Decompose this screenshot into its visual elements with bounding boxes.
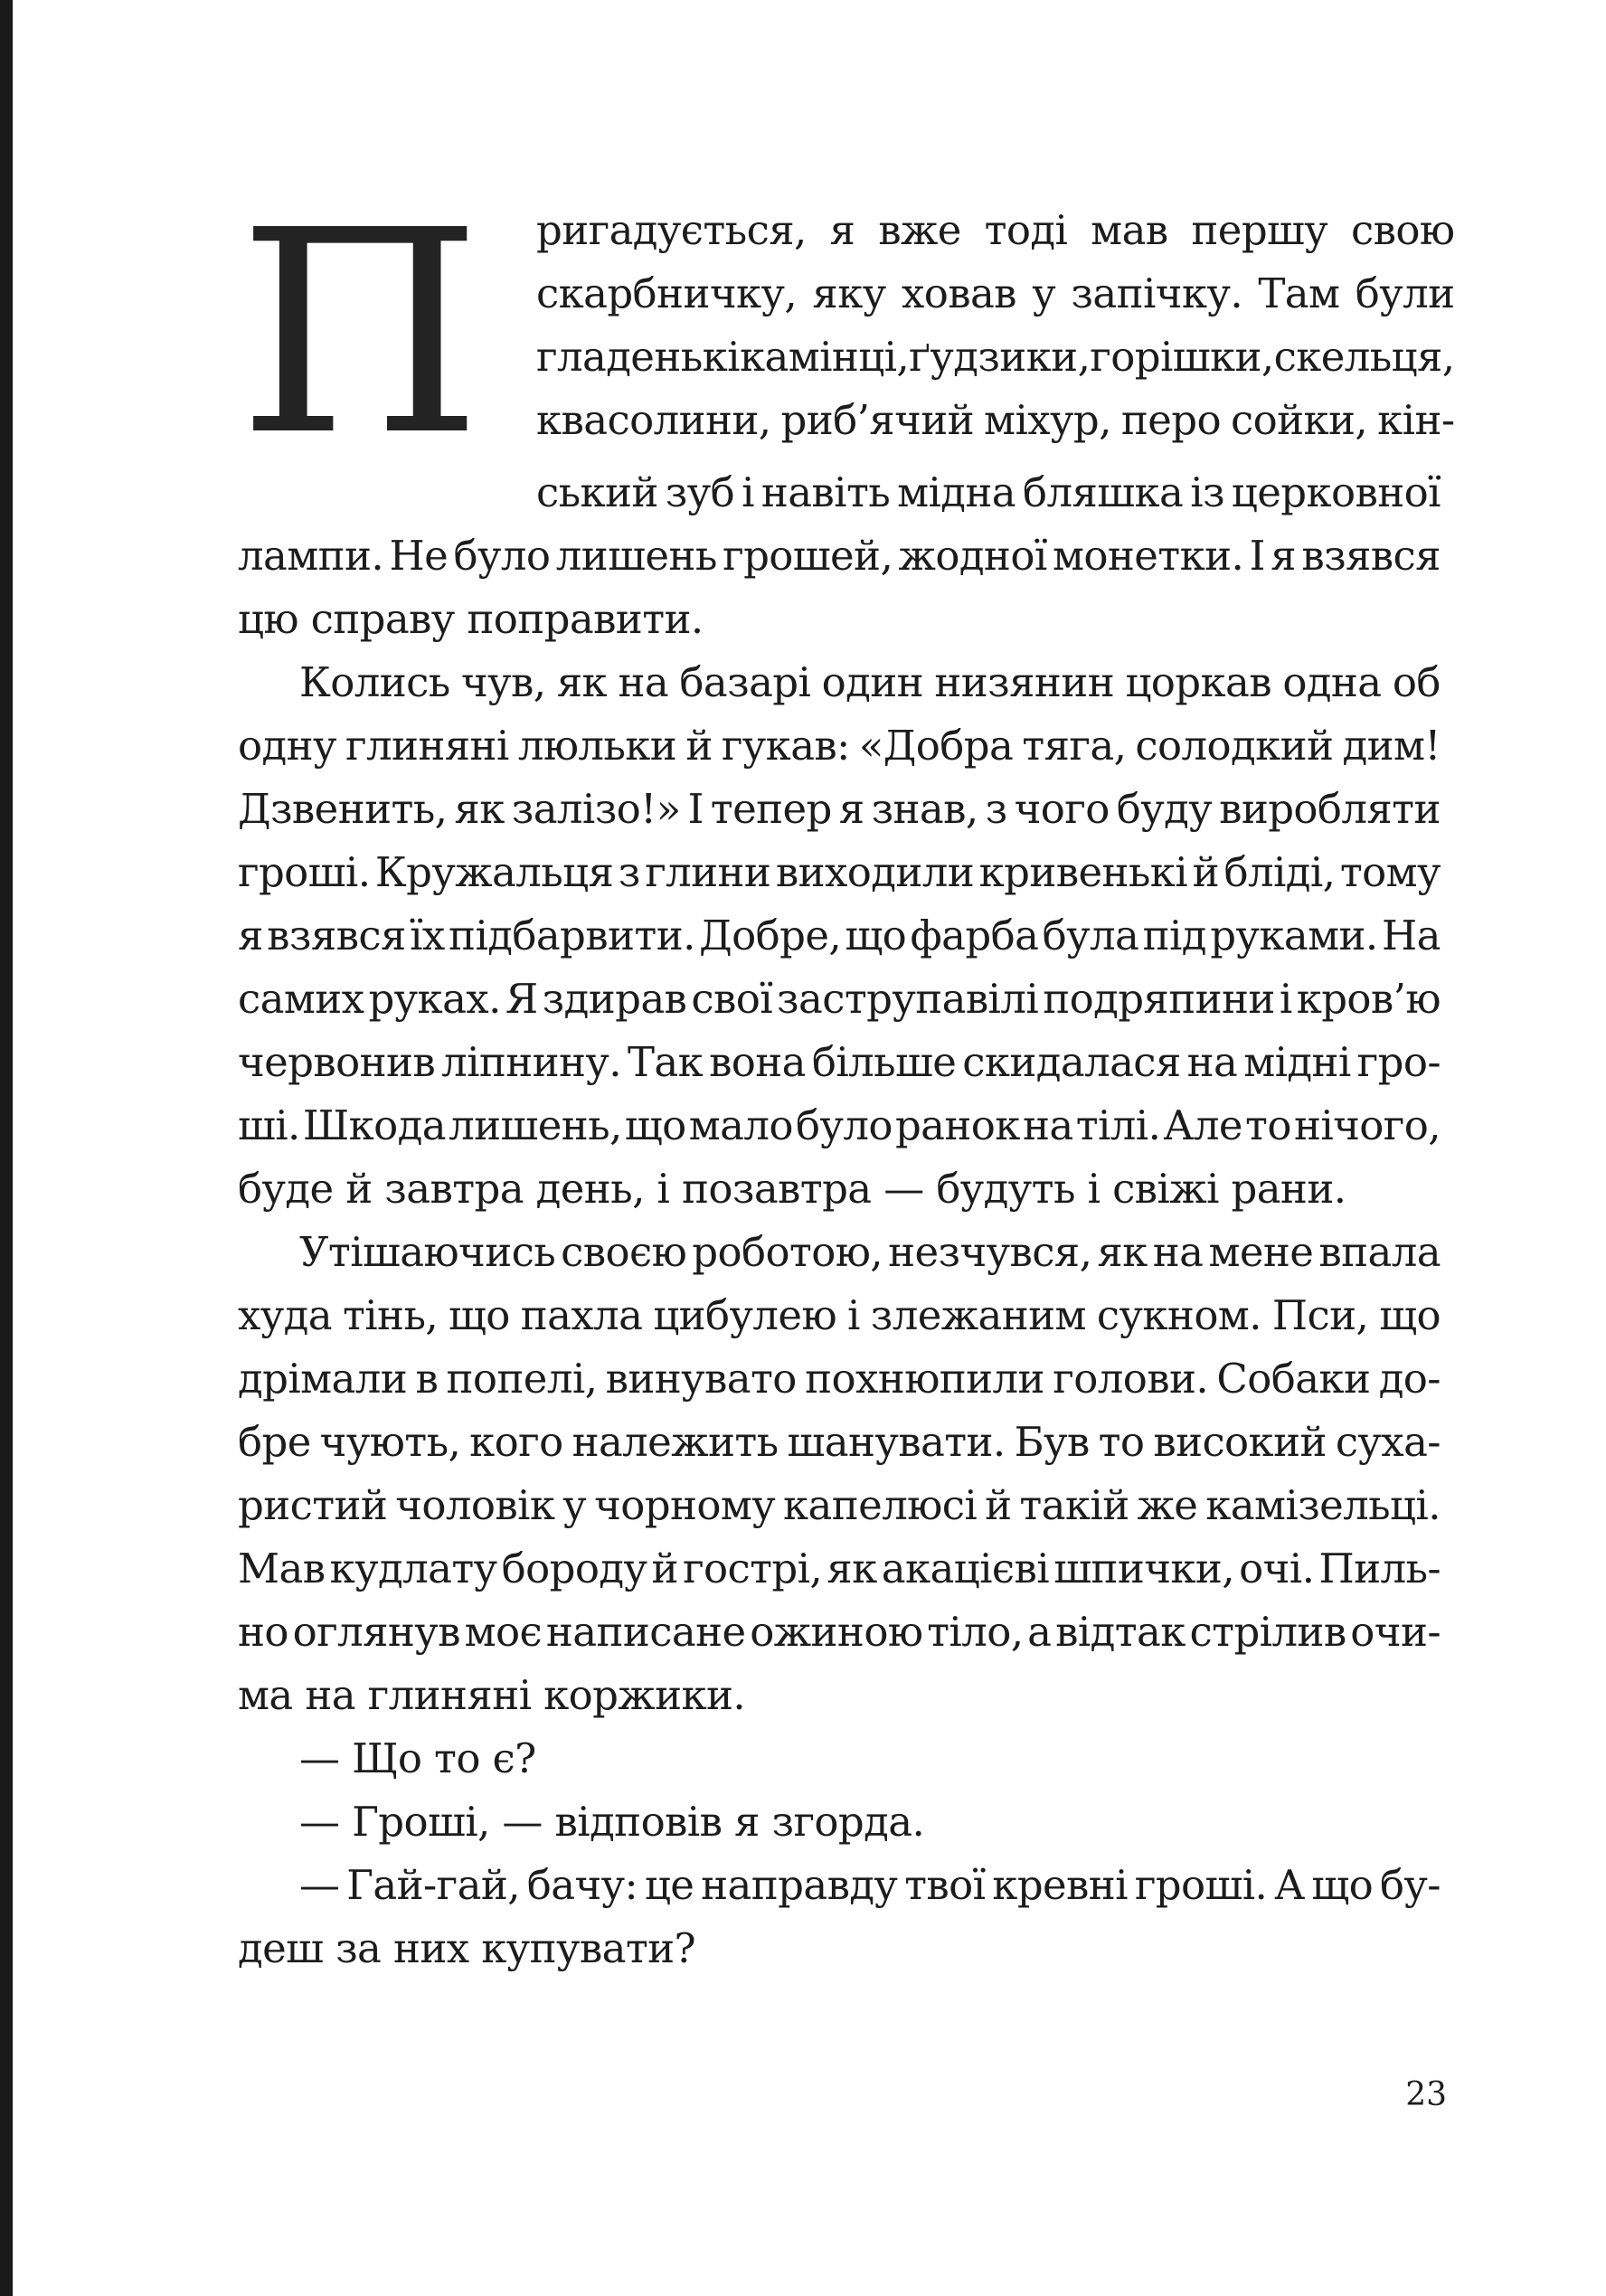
text-line [238,841,1441,904]
word: кривенькі [978,848,1188,896]
word: церковної [1231,468,1441,516]
word: це [644,1861,694,1909]
word: я [838,785,864,833]
word: суха- [1335,1418,1441,1466]
text-line [238,1031,1441,1094]
word: На [1381,912,1441,959]
word: навіть [760,468,891,516]
word: на [1186,1038,1238,1086]
text-line [238,1221,1441,1284]
page-number: 23 [1405,2076,1447,2113]
word: люльки [517,722,677,770]
word: руках. [368,975,501,1023]
word: ригадується, [536,206,807,254]
word: жодної [898,532,1047,580]
word: базарі [679,658,811,706]
word: голови. [1053,1355,1209,1403]
word: шанувати. [787,1418,1006,1466]
word: ранок [894,1101,1020,1149]
word: було [453,532,551,580]
word: капелюсі [783,1481,978,1529]
word: як [827,1545,877,1592]
word: як [454,785,505,833]
drop-cap-wrapped-lines [536,199,1455,452]
word: тіло, [927,1608,1024,1656]
word: одна [1282,658,1382,706]
text-line [238,651,1441,714]
word: І [1249,532,1265,580]
text-line [536,199,1455,262]
word: з [618,848,640,896]
word: очи- [1350,1608,1441,1656]
word: і [1279,975,1292,1023]
word: під [1142,912,1206,959]
word: цибулею [653,1291,837,1339]
word: бляшка [1023,468,1184,516]
word: же [1137,1481,1198,1529]
page-spine-edge [0,0,13,2296]
word: свою [1351,206,1455,254]
word: одну [238,722,336,770]
word: моє [464,1608,543,1656]
word: першу [1191,206,1328,254]
word: що [845,912,907,959]
text-line: ма на глиняні коржики. [238,1671,746,1719]
word: чують, [319,1418,461,1466]
word: я [1271,532,1296,580]
word: лишень, [449,1101,622,1149]
word: й [985,1481,1012,1529]
word: А [1274,1861,1305,1909]
word: мідна [897,468,1016,516]
word: твої [904,1861,986,1909]
text-line [238,1601,1441,1664]
word: бачу: [526,1861,638,1909]
word: низянин [934,658,1115,706]
word: очі. [1239,1545,1315,1592]
text-line [238,904,1441,968]
word: направду [701,1861,898,1909]
text-line [238,1094,1441,1157]
word: відтак [1055,1608,1186,1656]
word: на [1152,1228,1204,1276]
word: запічку. [1071,269,1243,317]
word: тому [1339,848,1441,896]
text-line [238,524,1441,588]
word: стрілив [1189,1608,1346,1656]
word: й [651,1545,678,1592]
word: до- [1378,1355,1441,1403]
word: кін- [1377,396,1455,444]
word: бліді, [1223,848,1336,896]
word: лампи. [238,532,384,580]
word: кого [469,1418,563,1466]
word: «Добра [858,722,1014,770]
word: цоркав [1125,658,1271,706]
word: ський [536,468,658,516]
word: впала [1318,1228,1441,1276]
text-line [238,968,1441,1031]
word: камінці, [739,333,910,381]
word: бре [238,1418,311,1466]
word: оглянув [292,1608,460,1656]
word: тілі. [1075,1101,1161,1149]
word: Я [505,975,538,1023]
word: я [829,206,855,254]
word: дрімали [238,1355,408,1403]
word: Дзвенить, [238,785,448,833]
word: злежаним [870,1291,1086,1339]
word: мене [1208,1228,1314,1276]
word: а [1027,1608,1052,1656]
word: квасолини, [536,396,771,444]
drop-cap-letter: П [238,199,482,461]
word: гро- [1356,1038,1441,1086]
text-line [238,1284,1441,1347]
dialogue-line [238,1854,1441,1917]
word: кров’ю [1296,975,1441,1023]
word: Але [1163,1101,1242,1149]
word: гладенькі [536,333,740,381]
text-line [238,1347,1441,1411]
word: ожиною [750,1608,923,1656]
word: в [415,1355,439,1403]
word: Пси, [1271,1291,1369,1339]
word: вона [709,1038,806,1086]
word: Колись [299,658,450,706]
word: Там [1258,269,1340,317]
word: сойки, [1231,396,1368,444]
word: гроші. [238,848,371,896]
word: їх [410,912,445,959]
word: більше [811,1038,957,1086]
word: но [238,1608,288,1656]
word: і [742,468,754,516]
word: роботою, [692,1228,883,1276]
word: самих [238,975,364,1023]
text-line [238,778,1441,841]
word: на [618,658,669,706]
word: ліпнину. [441,1038,622,1086]
text-line [238,1411,1441,1474]
word: солодкий [1135,722,1334,770]
word: що [449,1291,510,1339]
word: Був [1014,1418,1090,1466]
word: й [1192,848,1219,896]
word: взявся [1301,532,1441,580]
word: здирав [542,975,687,1023]
word: Собаки [1216,1355,1371,1403]
word: як [556,658,608,706]
dialogue-line: — Гроші, — відповів я згорда. [299,1798,925,1846]
word: взявся [267,912,406,959]
word: високий [1153,1418,1327,1466]
word: належить [572,1418,779,1466]
body-text [238,199,1455,1980]
word: Мав [238,1545,326,1592]
word: вже [878,206,961,254]
word: і [847,1291,860,1339]
word: гроші. [1134,1861,1268,1909]
text-line [238,714,1441,778]
word: виходили [775,848,975,896]
word: скельця, [1273,333,1455,381]
word: мав [1091,206,1168,254]
text-line: буде й завтра день, і позавтра — будуть і свіжі рани. [238,1165,1346,1213]
word: дим! [1342,722,1441,770]
word: червонив [238,1038,436,1086]
word: тоді [984,206,1068,254]
dialogue-line: — Що то є? [299,1734,536,1782]
word: підбарвити. [449,912,695,959]
word: горішки, [1090,333,1274,381]
word: шпички, [1053,1545,1234,1592]
word: виробляти [1219,785,1441,833]
word: І [687,785,704,833]
word: кудлату [329,1545,497,1592]
word: — [299,1861,340,1909]
word: нічого, [1293,1101,1441,1149]
word: акацієві [881,1545,1050,1592]
word: гукав: [721,722,850,770]
word: заструпавілі [777,975,1039,1023]
word: що [1311,1861,1374,1909]
word: Кружальця [374,848,614,896]
word: скарбничку, [536,269,798,317]
word: риб’ячий [780,396,975,444]
word: Шкода [302,1101,446,1149]
opening-paragraph-top [238,199,1455,461]
word: один [821,658,924,706]
text-line: цю справу поправити. [238,595,704,643]
word: залізо!» [511,785,681,833]
word: похнюпили [805,1355,1044,1403]
word: чого [1014,785,1110,833]
word: з [985,785,1007,833]
text-line [536,262,1455,326]
word: об [1392,658,1441,706]
word: Утішаючись [299,1228,556,1276]
word: камізельці. [1205,1481,1441,1529]
word: зуб [665,468,735,516]
word: винувато [605,1355,797,1403]
word: чорному [594,1481,776,1529]
word: свої [691,975,772,1023]
word: ші. [238,1101,300,1149]
word: лишень [555,532,717,580]
word: що [1379,1291,1441,1339]
word: мідні [1243,1038,1351,1086]
word: тепер [710,785,832,833]
word: Добре, [699,912,842,959]
word: Гай-гай, [346,1861,520,1909]
word: тінь, [342,1291,439,1339]
word: було [795,1101,893,1149]
text-line [536,389,1455,452]
word: сукном. [1096,1291,1261,1339]
word: яку [812,269,886,317]
text-line [536,326,1455,389]
word: у [1032,269,1056,317]
word: бороду [501,1545,647,1592]
word: мало [688,1101,793,1149]
word: бу- [1379,1861,1441,1909]
word: написане [545,1608,746,1656]
text-line: деш за них купувати? [238,1924,696,1972]
word: гострі, [683,1545,823,1592]
word: на [1022,1101,1073,1149]
word: Пиль- [1318,1545,1441,1592]
word: подряпини [1043,975,1275,1023]
word: такій [1019,1481,1129,1529]
word: буду [1116,785,1213,833]
word: що [624,1101,686,1149]
word: своєю [561,1228,687,1276]
word: й [685,722,713,770]
word: була [1042,912,1139,959]
word: у [562,1481,587,1529]
text-line [238,461,1441,524]
word: знав, [871,785,978,833]
word: глини [645,848,771,896]
word: Так [627,1038,704,1086]
word: із [1190,468,1224,516]
word: пахла [520,1291,643,1339]
text-line [238,1537,1441,1601]
word: я [238,912,263,959]
word: то [1245,1101,1291,1149]
word: скидалася [962,1038,1181,1086]
word: фарба [910,912,1039,959]
word: ховав [901,269,1016,317]
word: попелі, [446,1355,598,1403]
word: то [1098,1418,1145,1466]
word: монетки. [1052,532,1244,580]
word: Не [389,532,449,580]
word: незчувся, [888,1228,1092,1276]
word: чув, [460,658,546,706]
word: руками. [1210,912,1378,959]
word: глиняні [345,722,509,770]
word: були [1355,269,1455,317]
text-line [238,1474,1441,1537]
word: худа [238,1291,332,1339]
word: кревні [992,1861,1128,1909]
word: грошей, [723,532,893,580]
word: ґудзики, [909,333,1091,381]
word: як [1097,1228,1148,1276]
word: тяга, [1022,722,1127,770]
word: чоловік [395,1481,555,1529]
word: перо [1120,396,1221,444]
word: ристий [238,1481,388,1529]
word: міхур, [984,396,1111,444]
